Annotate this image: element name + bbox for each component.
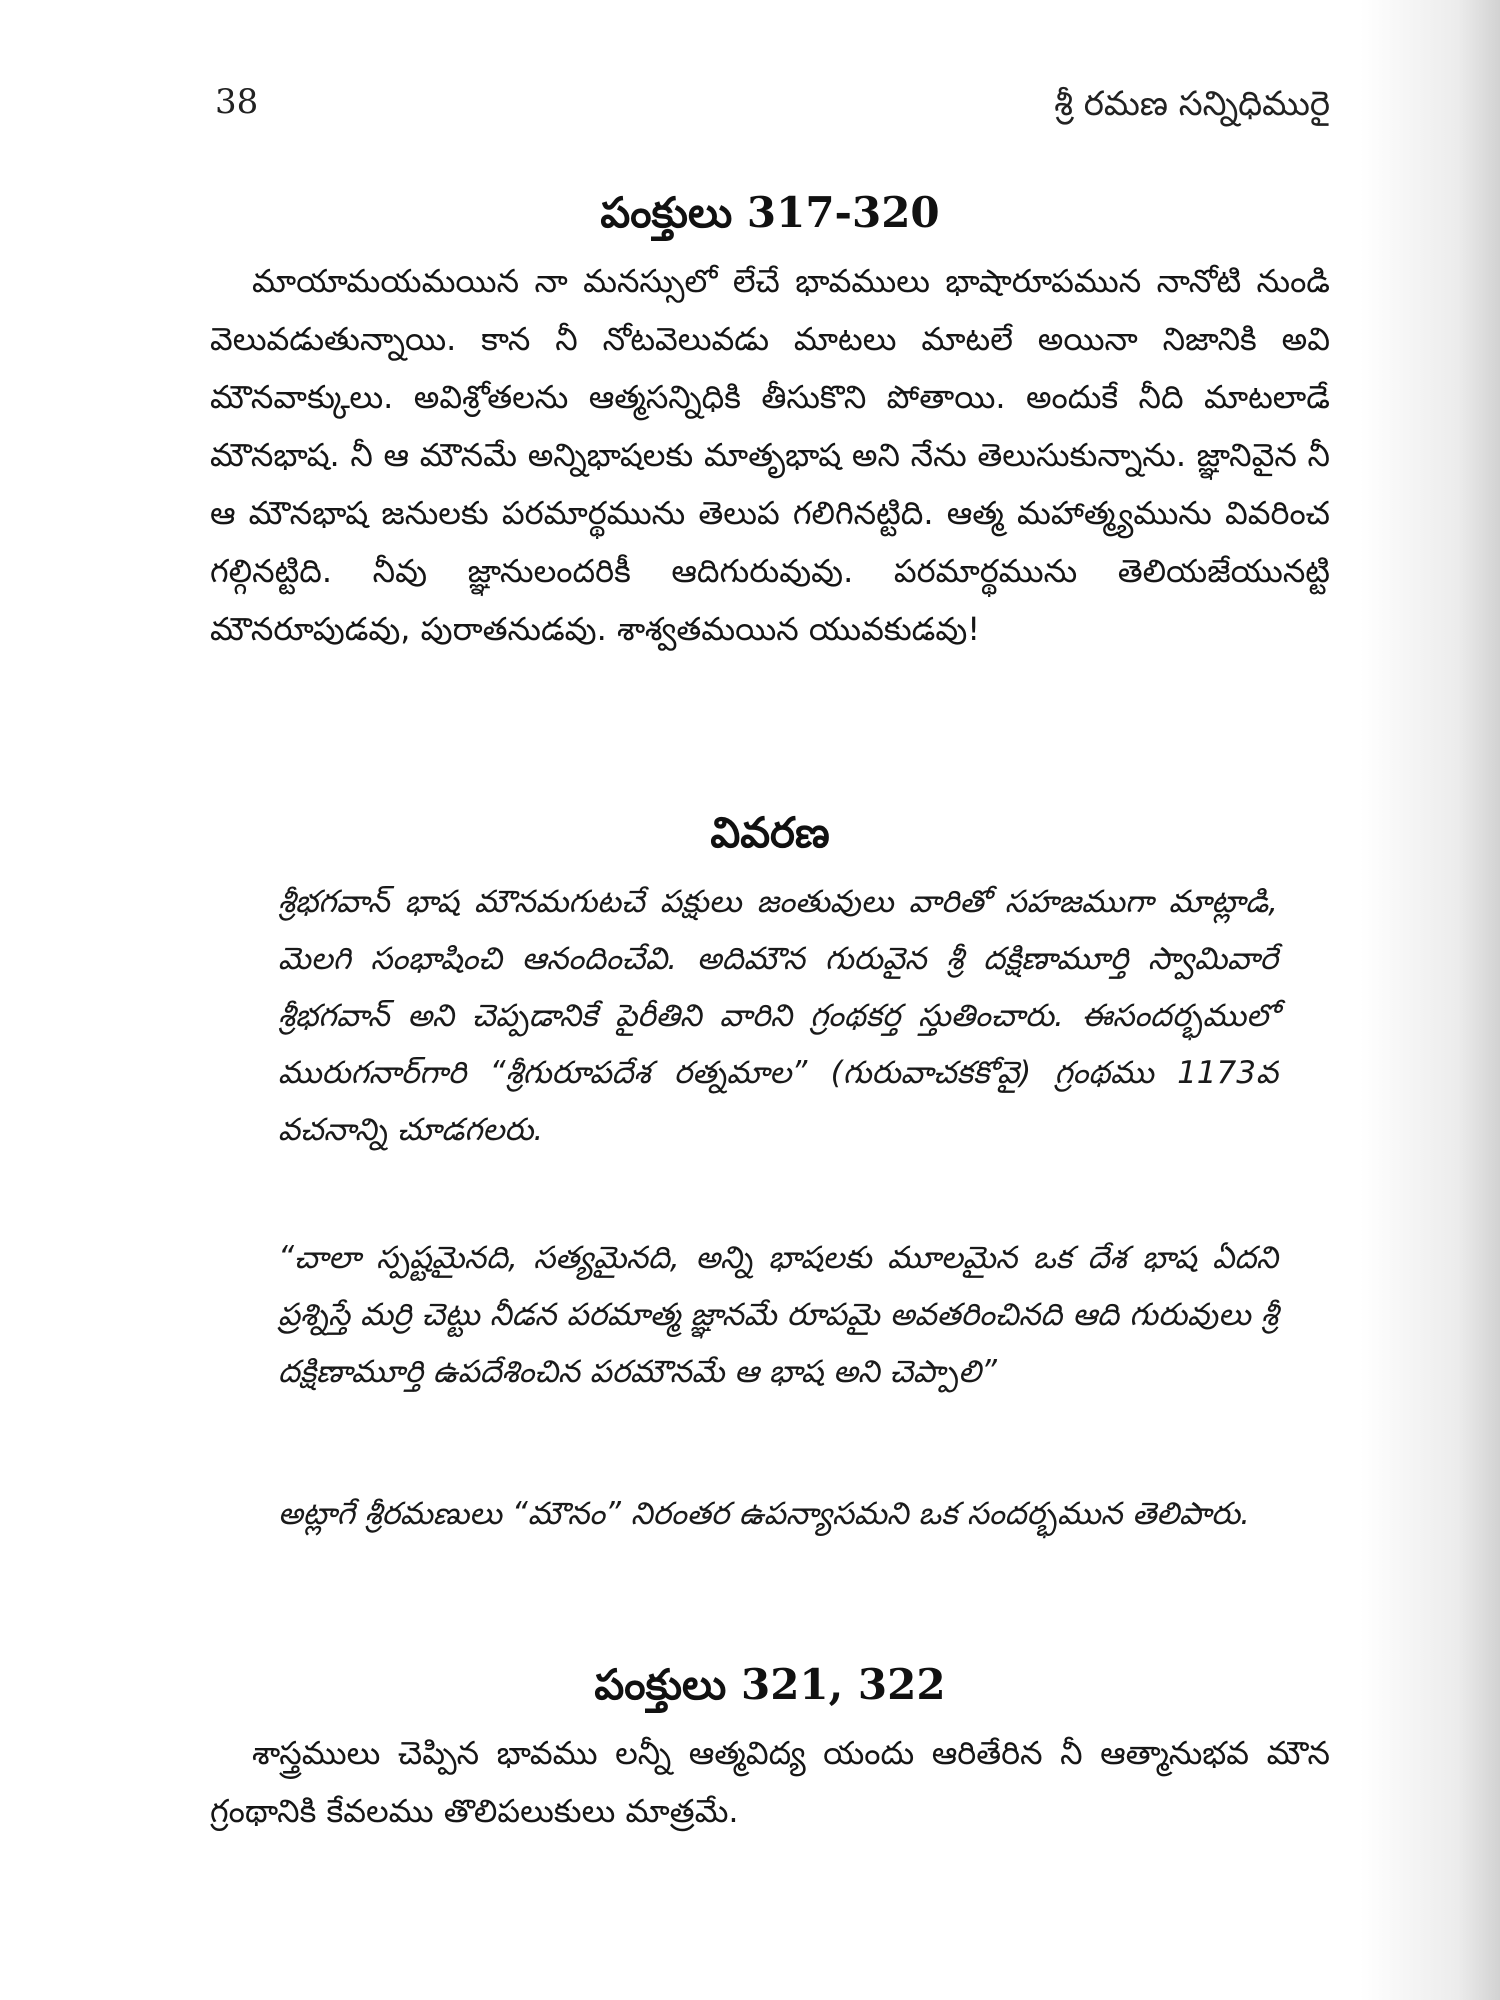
book-title: శ్రీ రమణ సన్నిధిమురై [1054,84,1330,124]
commentary-heading: వివరణ [710,808,830,857]
running-header [210,80,1330,140]
commentary-paragraph-3: అట్లాగే శ్రీరమణులు “మౌనం” నిరంతర ఉపన్యాసమని ఒక సందర్భమున తెలిపారు. [278,1496,1251,1532]
section-heading-321-322: పంక్తులు 321, 322 [594,1660,946,1709]
page-spine-shadow [1360,0,1500,2000]
commentary-paragraph-1: శ్రీభగవాన్ భాష మౌనమగుటచే పక్షులు జంతువులు వారితో సహజముగా మాట్లాడి, మెలగి సంభాషించి ఆనందించేవి. అదిమౌన గురువైన శ్రీ దక్షిణామూర్తి స్వామివారే శ్రీభగవాన్ అని చెప్పడానికే పైరీతిని వారిని గ్రంథకర్త స్తుతించారు. ఈసందర్భములో మురుగనార్‌గారి “శ్రీగురూపదేశ రత్నమాల” (గురువాచకకోవై) గ్రంథము 1173వ వచనాన్ని చూడగలరు. [278,884,1278,1148]
section-317-320-paragraph: మాయామయమయిన నా మనస్సులో లేచే భావములు భాషారూపమున నానోటి నుండి వెలువడుతున్నాయి. కాన నీ నోటవెలువడు మాటలు మాటలే అయినా నిజానికి అవి మౌనవాక్కులు. అవిశ్రోతలను ఆత్మసన్నిధికి తీసుకొని పోతాయి. అందుకే నీది మాటలాడే మౌనభాష. నీ ఆ మౌనమే అన్నిభాషలకు మాతృభాష అని నేను తెలుసుకున్నాను. జ్ఞానివైన నీ ఆ మౌనభాష జనులకు పరమార్థమును తెలుప గలిగినట్టిది. ఆత్మ మహాత్మ్యమును వివరించ గల్గినట్టిది. నీవు జ్ఞానులందరికీ ఆదిగురువువు. పరమార్థమును తెలియజేయునట్టి మౌనరూపుడవు, పురాతనుడవు. శాశ్వతమయిన యువకుడవు! [210,262,1330,648]
commentary-quote: “చాలా స్పష్టమైనది, సత్యమైనది, అన్ని భాషలకు మూలమైన ఒక దేశ భాష ఏదని ప్రశ్నిస్తే మర్రి చెట్టు నీడన పరమాత్మ జ్ఞానమే రూపమై అవతరించినది ఆది గురువులు శ్రీ దక్షిణామూర్తి ఉపదేశించిన పరమౌనమే ఆ భాష అని చెప్పాలి” [278,1240,1278,1390]
page-number: 38 [215,82,259,122]
section-heading-317-320: పంక్తులు 317-320 [600,188,940,237]
section-321-322-paragraph: శాస్త్రములు చెప్పిన భావము లన్నీ ఆత్మవిద్య యందు ఆరితేరిన నీ ఆత్మానుభవ మౌన గ్రంథానికి కేవలము తొలిపలుకులు మాత్రమే. [210,1734,1330,1830]
